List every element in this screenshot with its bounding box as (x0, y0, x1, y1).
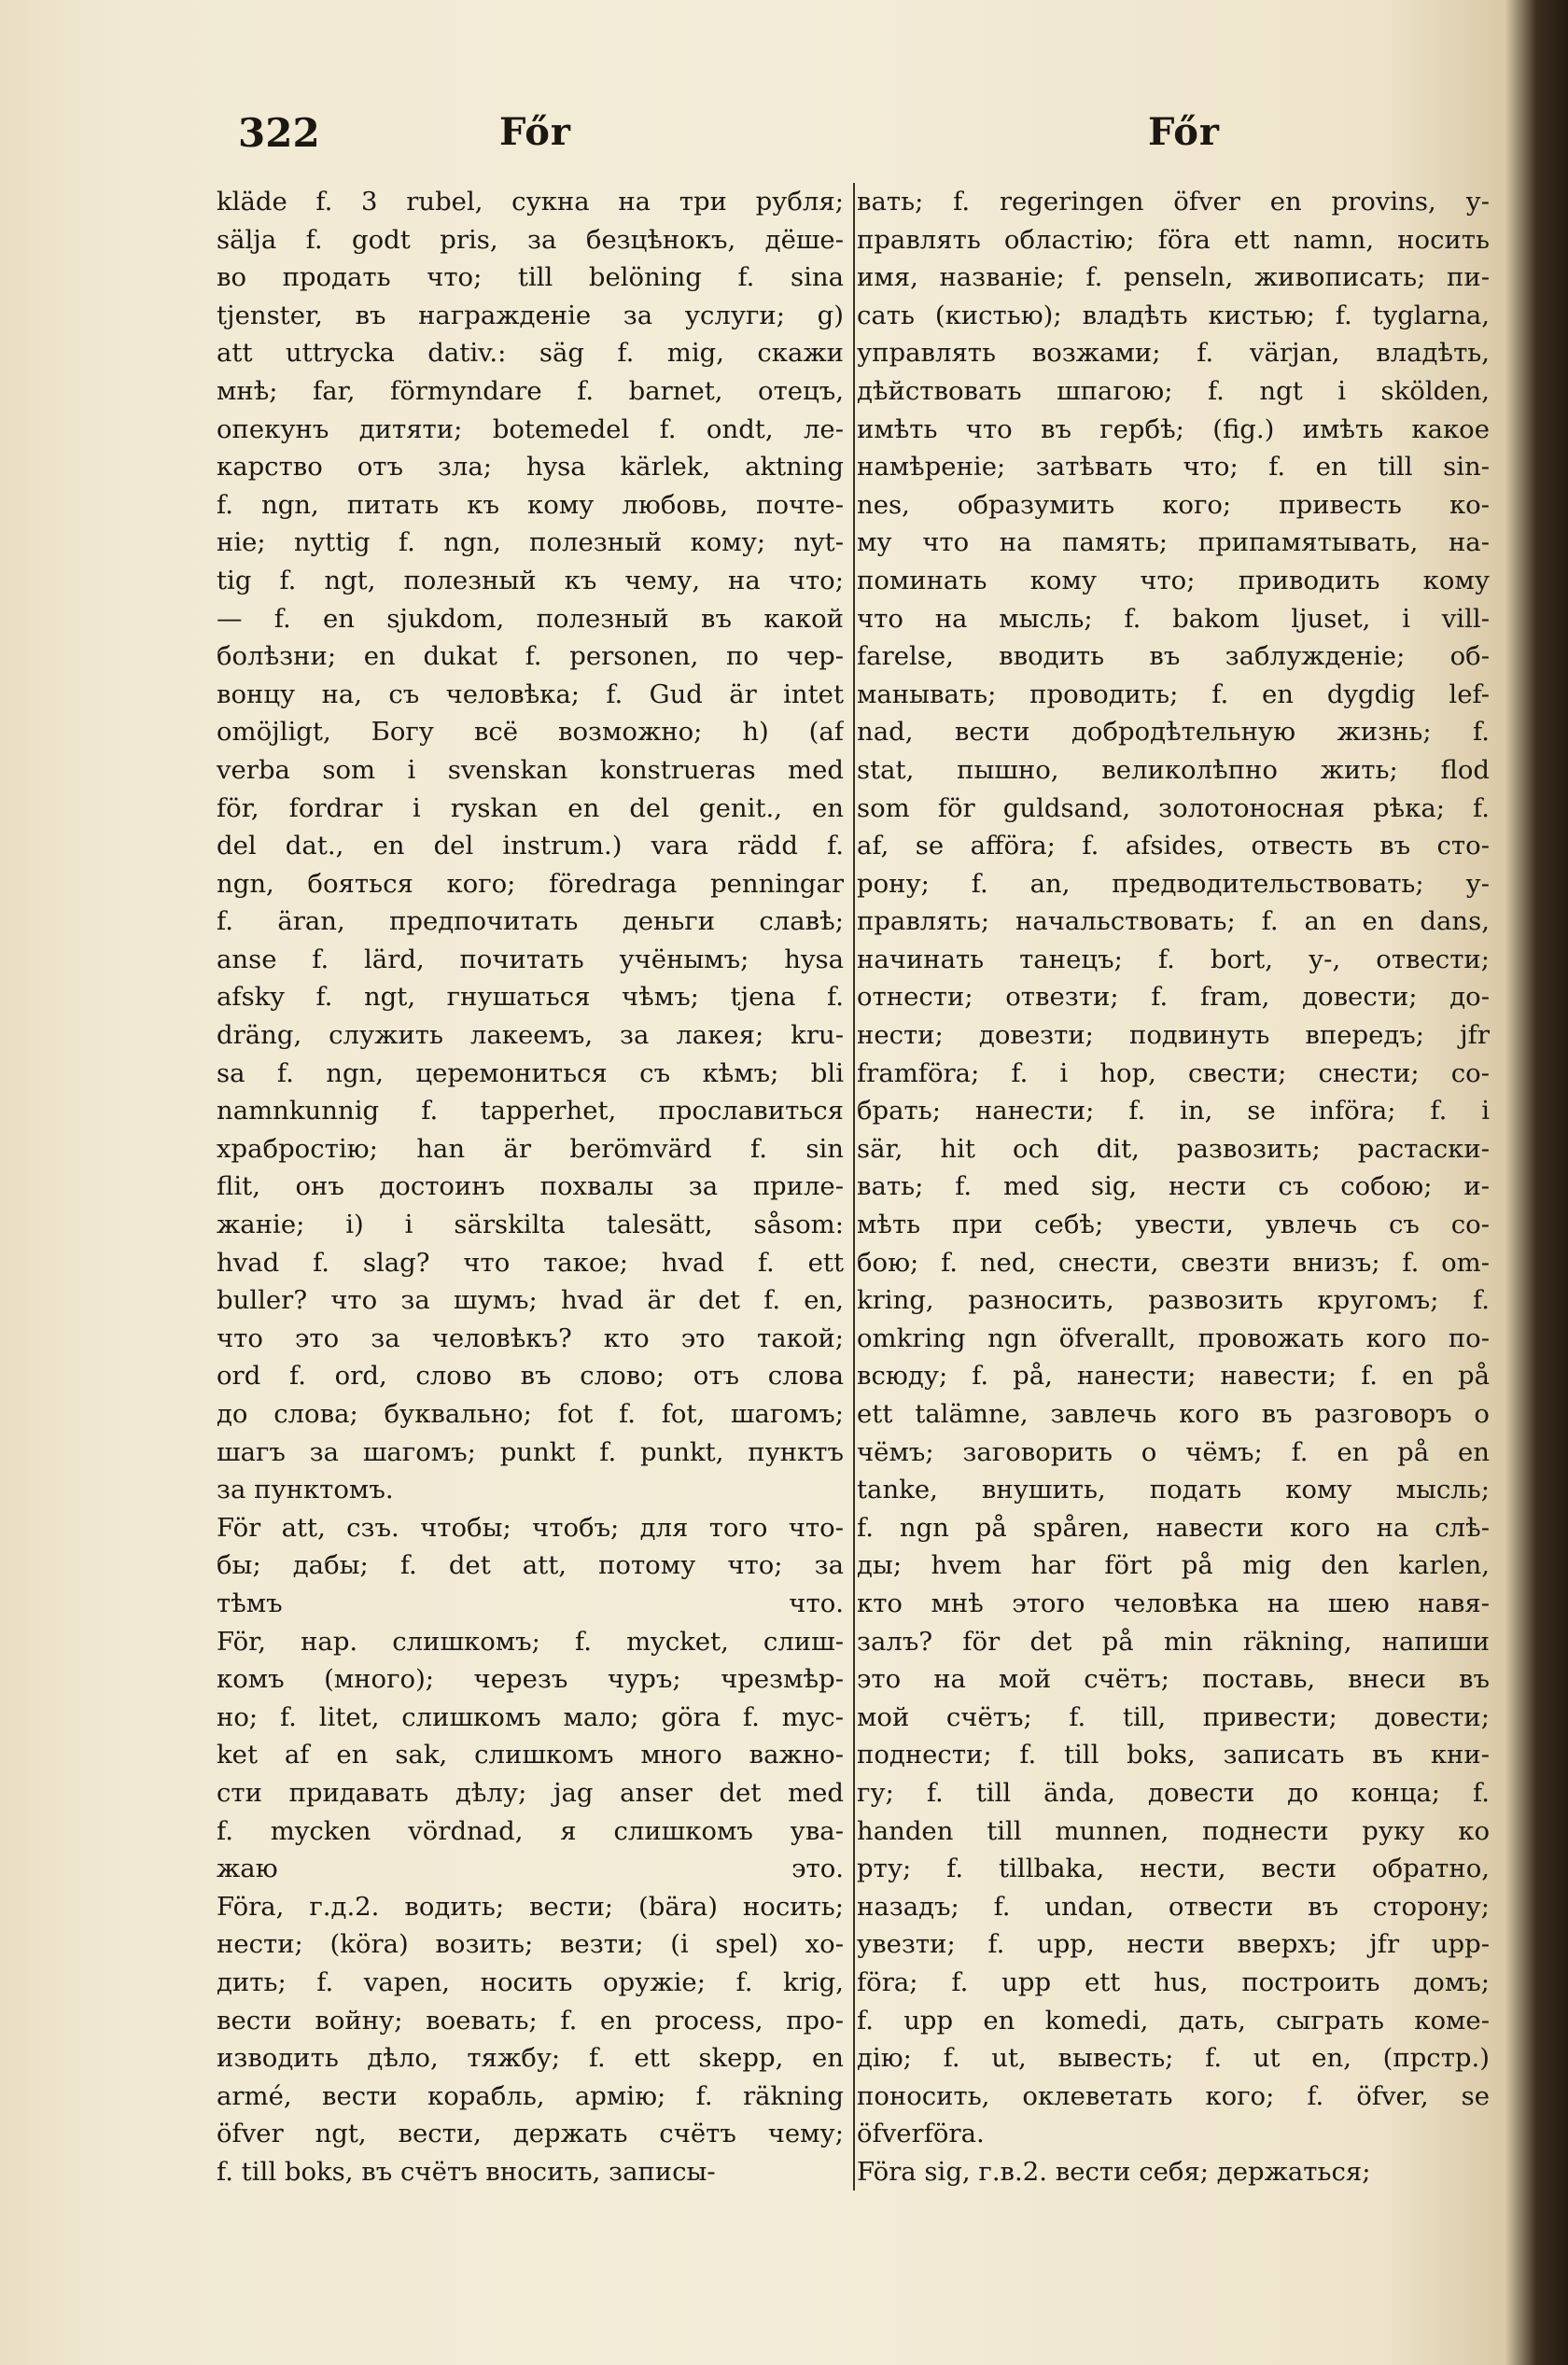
right-column (857, 183, 1490, 2190)
text-line: namnkunnig f. tapperhet, прославиться (217, 1096, 844, 1127)
headword-left: Főr (499, 110, 571, 154)
text-line: имѣть что въ гербѣ; (fig.) имѣть какое (857, 413, 1490, 444)
text-line: sa f. ngn, церемониться съ кѣмъ; bli (217, 1057, 844, 1088)
text-line: правлять областію; föra ett namn, носить (857, 224, 1490, 255)
text-line: мѣть при себѣ; увести, увлечь съ со- (857, 1210, 1490, 1240)
text-line: поносить, оклеветать кого; f. öfver, se (857, 2080, 1490, 2111)
text-line: af, se afföra; f. afsides, отвесть въ сто- (857, 831, 1490, 861)
text-line: управлять возжами; f. värjan, владѣть, (857, 338, 1490, 369)
headword-right: Főr (1148, 110, 1220, 154)
text-line: за пунктомъ. (217, 1475, 394, 1505)
text-line: afsky f. ngt, гнушаться чѣмъ; tjena f. (217, 982, 844, 1013)
text-line: мой счётъ; f. till, привести; довести; (857, 1701, 1490, 1732)
text-line: ord f. ord, слово въ слово; отъ слова (217, 1361, 844, 1392)
text-line: omkring ngn öfverallt, провожать кого по- (857, 1322, 1490, 1353)
text-line: карство отъ зла; hysa kärlek, aktning (217, 452, 844, 483)
text-line: сти придавать дѣлу; jag anser det med (217, 1777, 844, 1808)
text-line: Föra sig, г.в.2. вести себя; держаться; (857, 2156, 1371, 2187)
text-line: это на мой счётъ; поставь, внеси въ (857, 1664, 1490, 1695)
text-line: жаніе; i) i särskilta talesätt, såsom: (217, 1210, 844, 1240)
text-line: шагъ за шагомъ; punkt f. punkt, пунктъ (217, 1436, 844, 1467)
text-line: вать; f. med sig, нести съ собою; и- (857, 1171, 1490, 1202)
text-line: som för guldsand, золотоносная рѣка; f. (857, 792, 1490, 823)
text-line: farelse, вводить въ заблужденіе; об- (857, 641, 1490, 672)
text-line: тѣмъ что. (217, 1588, 844, 1618)
text-line: f. mycken vördnad, я слишкомъ ува- (217, 1815, 844, 1846)
text-line: сать (кистью); владѣть кистью; f. tyglarna, (857, 300, 1490, 330)
text-line: манывать; проводить; f. en dygdig lef- (857, 679, 1490, 709)
text-line: omöjligt, Богу всё возможно; h) (af (217, 717, 844, 748)
page-number: 322 (238, 110, 320, 156)
text-line: flit, онъ достоинъ похвалы за приле- (217, 1171, 844, 1202)
text-line: ніе; nyttig f. ngn, полезный кому; nyt- (217, 527, 844, 558)
text-line: öfver ngt, вести, держать счётъ чему; (217, 2119, 844, 2149)
text-line: sälja f. godt pris, за безцѣнокъ, дёше- (217, 224, 844, 255)
text-line: имя, названіе; f. penseln, живописать; пи- (857, 262, 1490, 293)
text-line: nes, образумить кого; привесть ко- (857, 489, 1490, 520)
text-line: вести войну; воевать; f. en process, про- (217, 2005, 844, 2036)
text-line: правлять; начальствовать; f. an en dans, (857, 906, 1490, 937)
text-line: stat, пышно, великолѣпно жить; flod (857, 754, 1490, 785)
text-line: — f. en sjukdom, полезный въ какой (217, 603, 844, 634)
text-line: nad, вести добродѣтельную жизнь; f. (857, 717, 1490, 748)
text-line: болѣзни; en dukat f. personen, по чер- (217, 641, 844, 672)
text-line: anse f. lärd, почитать учёнымъ; hysa (217, 944, 844, 974)
text-line: бою; f. ned, снести, свезти внизъ; f. om- (857, 1247, 1490, 1278)
text-line: рону; f. an, предводительствовать; у- (857, 868, 1490, 899)
text-line: храбростію; han är berömvärd f. sin (217, 1133, 844, 1164)
text-line: att uttrycka dativ.: säg f. mig, скажи (217, 338, 844, 369)
text-line: назадъ; f. undan, отвести въ сторону; (857, 1891, 1490, 1922)
text-line: ett talämne, завлечь кого въ разговоръ о (857, 1399, 1490, 1429)
text-line: дѣйствовать шпагою; f. ngt i skölden, (857, 375, 1490, 406)
text-line: f. upp en komedi, дать, сыграть коме- (857, 2005, 1490, 2036)
text-line: För att, сзъ. чтобы; чтобъ; для того что- (217, 1512, 844, 1543)
text-line: гу; f. till ända, довести до конца; f. (857, 1777, 1490, 1808)
text-line: что на мысль; f. bakom ljuset, i vill- (857, 603, 1490, 634)
text-line: во продать что; till belöning f. sina (217, 262, 844, 293)
text-line: tanke, внушить, подать кому мысль; (857, 1475, 1490, 1505)
running-header (238, 110, 1498, 166)
text-line: hvad f. slag? что такое; hvad f. ett (217, 1247, 844, 1278)
text-line: всюду; f. på, нанести; навести; f. en på (857, 1361, 1490, 1392)
text-line: dräng, служить лакеемъ, за лакея; kru- (217, 1020, 844, 1051)
text-line: verba som i svenskan konstrueras med (217, 754, 844, 785)
text-line: вать; f. regeringen öfver en provins, у- (857, 187, 1490, 217)
text-line: что это за человѣкъ? кто это такой; (217, 1322, 844, 1353)
text-line: f. äran, предпочитать деньги славѣ; (217, 906, 844, 937)
text-line: намѣреніе; затѣвать что; f. en till sin- (857, 452, 1490, 483)
text-line: вонцу на, съ человѣка; f. Gud är intet (217, 679, 844, 709)
text-line: кто мнѣ этого человѣка на шею навя- (857, 1588, 1490, 1618)
text-line: framföra; f. i hop, свести; снести; со- (857, 1057, 1490, 1088)
text-line: бы; дабы; f. det att, потому что; за (217, 1550, 844, 1581)
text-line: нести; (köra) возить; везти; (i spel) хо- (217, 1929, 844, 1960)
text-line: f. till boks, въ счётъ вносить, записы- (217, 2156, 716, 2187)
left-column (217, 183, 855, 2190)
text-line: För, нар. слишкомъ; f. mycket, слиш- (217, 1626, 844, 1657)
text-line: поминать кому что; приводить кому (857, 565, 1490, 595)
text-line: f. ngn, питать къ кому любовь, почте- (217, 489, 844, 520)
text-line: рту; f. tillbaka, нести, вести обратно, (857, 1854, 1490, 1884)
text-line: чёмъ; заговорить о чёмъ; f. en på en (857, 1436, 1490, 1467)
text-line: жаю это. (217, 1854, 844, 1884)
text-line: för, fordrar i ryskan en del genit., en (217, 792, 844, 823)
text-line: до слова; буквально; fot f. fot, шагомъ; (217, 1399, 844, 1429)
text-line: f. ngn på spåren, навести кого на слѣ- (857, 1512, 1490, 1543)
text-line: но; f. litet, слишкомъ мало; göra f. myc- (217, 1701, 844, 1732)
text-line: tig f. ngt, полезный къ чему, на что; (217, 565, 844, 595)
text-line: залъ? för det på min räkning, напиши (857, 1626, 1490, 1657)
text-line: kring, разносить, развозить кругомъ; f. (857, 1285, 1490, 1316)
text-line: комъ (много); черезъ чуръ; чрезмѣр- (217, 1664, 844, 1695)
text-line: поднести; f. till boks, записать въ кни- (857, 1740, 1490, 1770)
text-line: ды; hvem har fört på mig den karlen, (857, 1550, 1490, 1581)
text-line: handen till munnen, поднести руку ко (857, 1815, 1490, 1846)
text-line: дить; f. vapen, носить оружіе; f. krig, (217, 1966, 844, 1997)
text-line: tjenster, въ награжденіе за услуги; g) (217, 300, 844, 330)
text-line: му что на память; припамятывать, на- (857, 527, 1490, 558)
text-line: del dat., en del instrum.) vara rädd f. (217, 831, 844, 861)
text-line: изводить дѣло, тяжбу; f. ett skepp, en (217, 2043, 844, 2074)
text-line: мнѣ; far, förmyndare f. barnet, отецъ, (217, 375, 844, 406)
text-line: sär, hit och dit, развозить; растаски- (857, 1133, 1490, 1164)
text-line: ngn, бояться кого; föredraga penningar (217, 868, 844, 899)
text-line: ket af en sak, слишкомъ много важно- (217, 1740, 844, 1770)
text-line: föra; f. upp ett hus, построить домъ; (857, 1966, 1490, 1997)
text-line: kläde f. 3 rubel, сукна на три рубля; (217, 187, 844, 217)
text-line: buller? что за шумъ; hvad är det f. en, (217, 1285, 844, 1316)
text-line: armé, вести корабль, армію; f. räkning (217, 2080, 844, 2111)
text-line: опекунъ дитяти; botemedel f. ondt, ле- (217, 413, 844, 444)
text-line: начинать танецъ; f. bort, у-, отвести; (857, 944, 1490, 974)
text-line: Föra, г.д.2. водить; вести; (bära) носить; (217, 1891, 844, 1922)
text-line: дію; f. ut, вывесть; f. ut en, (прстр.) (857, 2043, 1490, 2074)
text-line: öfverföra. (857, 2119, 985, 2149)
text-line: нести; довезти; подвинуть впередъ; jfr (857, 1020, 1490, 1051)
text-line: брать; нанести; f. in, se införa; f. i (857, 1096, 1490, 1127)
text-line: увезти; f. upp, нести вверхъ; jfr upp- (857, 1929, 1490, 1960)
text-line: отнести; отвезти; f. fram, довести; до- (857, 982, 1490, 1013)
